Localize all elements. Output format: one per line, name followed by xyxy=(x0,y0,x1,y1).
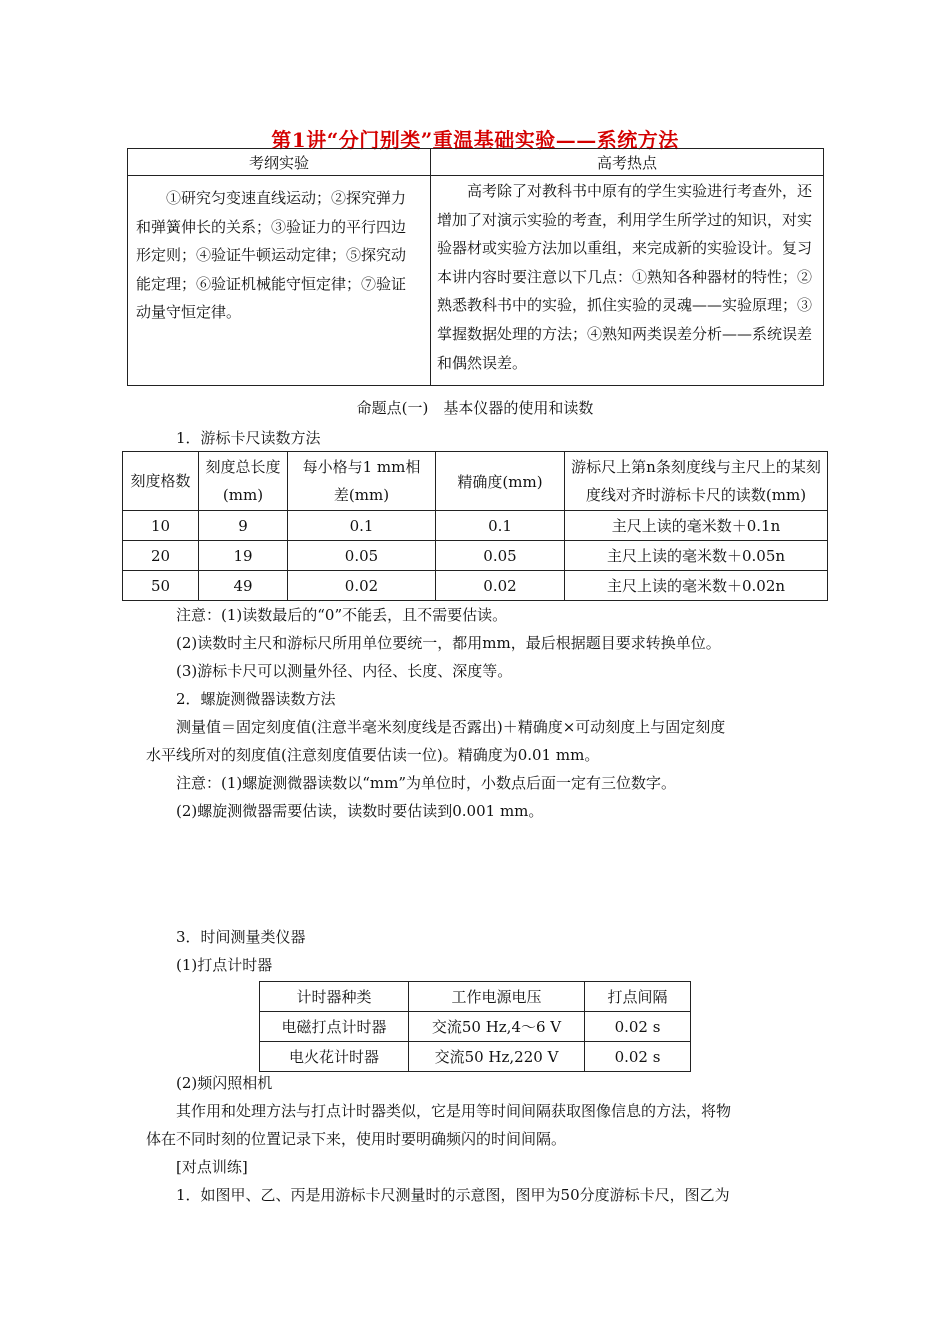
header-exam-experiments: 考纲实验 xyxy=(128,149,431,176)
vernier-header-5: 游标尺上第n条刻度线与主尺上的某刻度线对齐时游标卡尺的读数(mm) xyxy=(565,452,828,511)
table-cell: 0.02 s xyxy=(585,1042,691,1072)
subheading-dot-timer: (1)打点计时器 xyxy=(176,956,273,974)
table-row xyxy=(123,511,828,541)
section-heading: 命题点(一) 基本仪器的使用和读数 xyxy=(356,399,594,417)
table-cell: 19 xyxy=(199,541,288,571)
table-cell: 0.02 xyxy=(436,571,565,601)
table-cell: 主尺上读的毫米数＋0.02n xyxy=(565,571,828,601)
subheading-vernier: 1．游标卡尺读数方法 xyxy=(176,429,321,447)
micrometer-text-line-1: 测量值＝固定刻度值(注意半毫米刻度线是否露出)＋精确度×可动刻度上与固定刻度 xyxy=(176,718,726,736)
vernier-header-2: 刻度总长度(mm) xyxy=(199,452,288,511)
table-cell: 交流50 Hz,220 V xyxy=(409,1042,585,1072)
note-vernier-1: 注意：(1)读数最后的“0”不能丢，且不需要估读。 xyxy=(176,606,508,624)
table-cell: 0.02 s xyxy=(585,1012,691,1042)
exam-experiments-text xyxy=(128,176,431,386)
note-micrometer-1: 注意：(1)螺旋测微器读数以“mm”为单位时，小数点后面一定有三位数字。 xyxy=(176,774,677,792)
timer-header-1: 计时器种类 xyxy=(260,982,409,1012)
table-cell: 0.05 xyxy=(288,541,436,571)
table-cell: 主尺上读的毫米数＋0.05n xyxy=(565,541,828,571)
note-micrometer-2: (2)螺旋测微器需要估读，读数时要估读到0.001 mm。 xyxy=(176,802,544,820)
table-cell: 0.02 xyxy=(288,571,436,601)
exam-experiments-paragraph: ①研究匀变速直线运动；②探究弹力和弹簧伸长的关系；③验证力的平行四边形定则；④验证牛顿运动定律；⑤探究动能定理；⑥验证机械能守恒定律；⑦验证动量守恒定律。 xyxy=(136,189,407,322)
table-row xyxy=(123,571,828,601)
vernier-header-3: 每小格与1 mm相差(mm) xyxy=(288,452,436,511)
table-row xyxy=(123,541,828,571)
practice-label: [对点训练] xyxy=(176,1158,248,1176)
timer-header-2: 工作电源电压 xyxy=(409,982,585,1012)
table-cell: 0.1 xyxy=(436,511,565,541)
table-cell: 10 xyxy=(123,511,199,541)
micrometer-text-line-2: 水平线所对的刻度值(注意刻度值要估读一位)。精确度为0.01 mm。 xyxy=(146,746,600,764)
practice-question-1: 1．如图甲、乙、丙是用游标卡尺测量时的示意图，图甲为50分度游标卡尺，图乙为 xyxy=(176,1186,730,1204)
table-row xyxy=(260,1042,691,1072)
intro-table xyxy=(127,148,824,386)
hot-topics-paragraph: 高考除了对教科书中原有的学生实验进行考查外，还增加了对演示实验的考查，利用学生所学过的知识，对实验器材或实验方法加以重组，来完成新的实验设计。复习本讲内容时要注意以下几点：①熟知各种器材的特性；②熟悉教科书中的实验，抓住实验的灵魂——实验原理；③掌握数据处理的方法；④熟知两类误差分析——系统误差和偶然误差。 xyxy=(437,182,813,372)
vernier-header-4: 精确度(mm) xyxy=(436,452,565,511)
subheading-micrometer: 2．螺旋测微器读数方法 xyxy=(176,690,336,708)
timer-header-3: 打点间隔 xyxy=(585,982,691,1012)
table-row xyxy=(260,1012,691,1042)
flash-text-line-2: 体在不同时刻的位置记录下来，使用时要明确频闪的时间间隔。 xyxy=(146,1130,567,1148)
timer-table xyxy=(259,981,691,1072)
table-cell: 电磁打点计时器 xyxy=(260,1012,409,1042)
vernier-table xyxy=(122,451,828,601)
table-cell: 9 xyxy=(199,511,288,541)
vernier-header-1: 刻度格数 xyxy=(123,452,199,511)
header-hot-topics: 高考热点 xyxy=(431,149,824,176)
table-row xyxy=(260,982,691,1012)
table-cell: 0.1 xyxy=(288,511,436,541)
note-vernier-2: (2)读数时主尺和游标尺所用单位要统一，都用mm，最后根据题目要求转换单位。 xyxy=(176,634,721,652)
page-title: 第1讲“分门别类”重温基础实验——系统方法 xyxy=(271,128,679,152)
flash-text-line-1: 其作用和处理方法与打点计时器类似，它是用等时间间隔获取图像信息的方法，将物 xyxy=(176,1102,732,1120)
hot-topics-text xyxy=(431,176,824,386)
table-cell: 交流50 Hz,4～6 V xyxy=(409,1012,585,1042)
table-cell: 0.05 xyxy=(436,541,565,571)
table-cell: 20 xyxy=(123,541,199,571)
table-cell: 49 xyxy=(199,571,288,601)
note-vernier-3: (3)游标卡尺可以测量外径、内径、长度、深度等。 xyxy=(176,662,513,680)
table-cell: 主尺上读的毫米数＋0.1n xyxy=(565,511,828,541)
subheading-flash-camera: (2)频闪照相机 xyxy=(176,1074,273,1092)
table-cell: 50 xyxy=(123,571,199,601)
table-cell: 电火花计时器 xyxy=(260,1042,409,1072)
subheading-time-instruments: 3．时间测量类仪器 xyxy=(176,928,306,946)
